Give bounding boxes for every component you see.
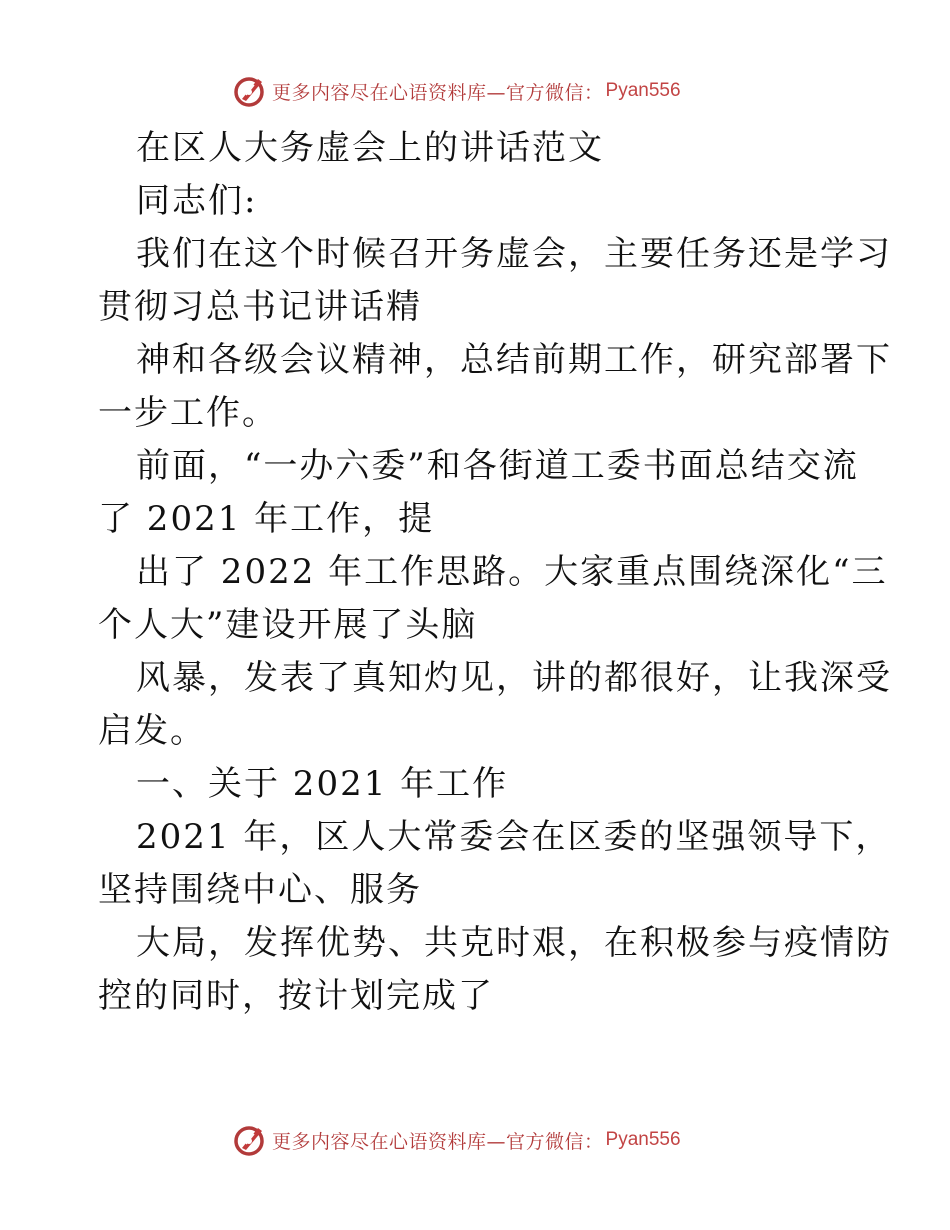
watermark-header [232,71,681,111]
section-heading: 一、关于 2021 年工作 [136,764,509,804]
watermark-wechat-id: Pyan556 [605,1129,681,1150]
paragraph-line: 大局，发挥优势、共克时艰，在积极参与疫情防 [136,923,892,963]
paragraph-line: 贯彻习总书记讲话精 [98,287,422,327]
salutation: 同志们: [136,181,258,221]
paragraph-line: 出了 2022 年工作思路。大家重点围绕深化“三 [136,552,888,592]
paragraph-line: 我们在这个时候召开务虚会，主要任务还是学习 [136,234,892,274]
paragraph-line: 风暴，发表了真知灼见，讲的都很好，让我深受 [136,658,892,698]
watermark-text: 更多内容尽在心语资料库—官方微信： [272,1130,604,1153]
paragraph-line: 2021 年，区人大常委会在区委的坚强领导下， [136,817,892,857]
watermark-footer [232,1120,681,1160]
document-body [98,122,892,1023]
watermark-text: 更多内容尽在心语资料库—官方微信： [272,81,604,104]
paragraph-line: 个人大”建设开展了头脑 [98,605,478,645]
feather-pen-logo-icon [232,1122,268,1158]
paragraph-line: 一步工作。 [98,393,278,433]
paragraph-line: 控的同时，按计划完成了 [98,976,494,1016]
paragraph-line: 前面，“一办六委”和各街道工委书面总结交流 [136,446,859,486]
paragraph-line: 坚持围绕中心、服务 [98,870,422,910]
doc-title: 在区人大务虚会上的讲话范文 [136,128,604,168]
feather-pen-logo-icon [232,73,268,109]
paragraph-line: 神和各级会议精神，总结前期工作，研究部署下 [136,340,892,380]
watermark-wechat-id: Pyan556 [605,80,681,101]
paragraph-line: 启发。 [98,711,206,751]
paragraph-line: 了 2021 年工作，提 [98,499,435,539]
